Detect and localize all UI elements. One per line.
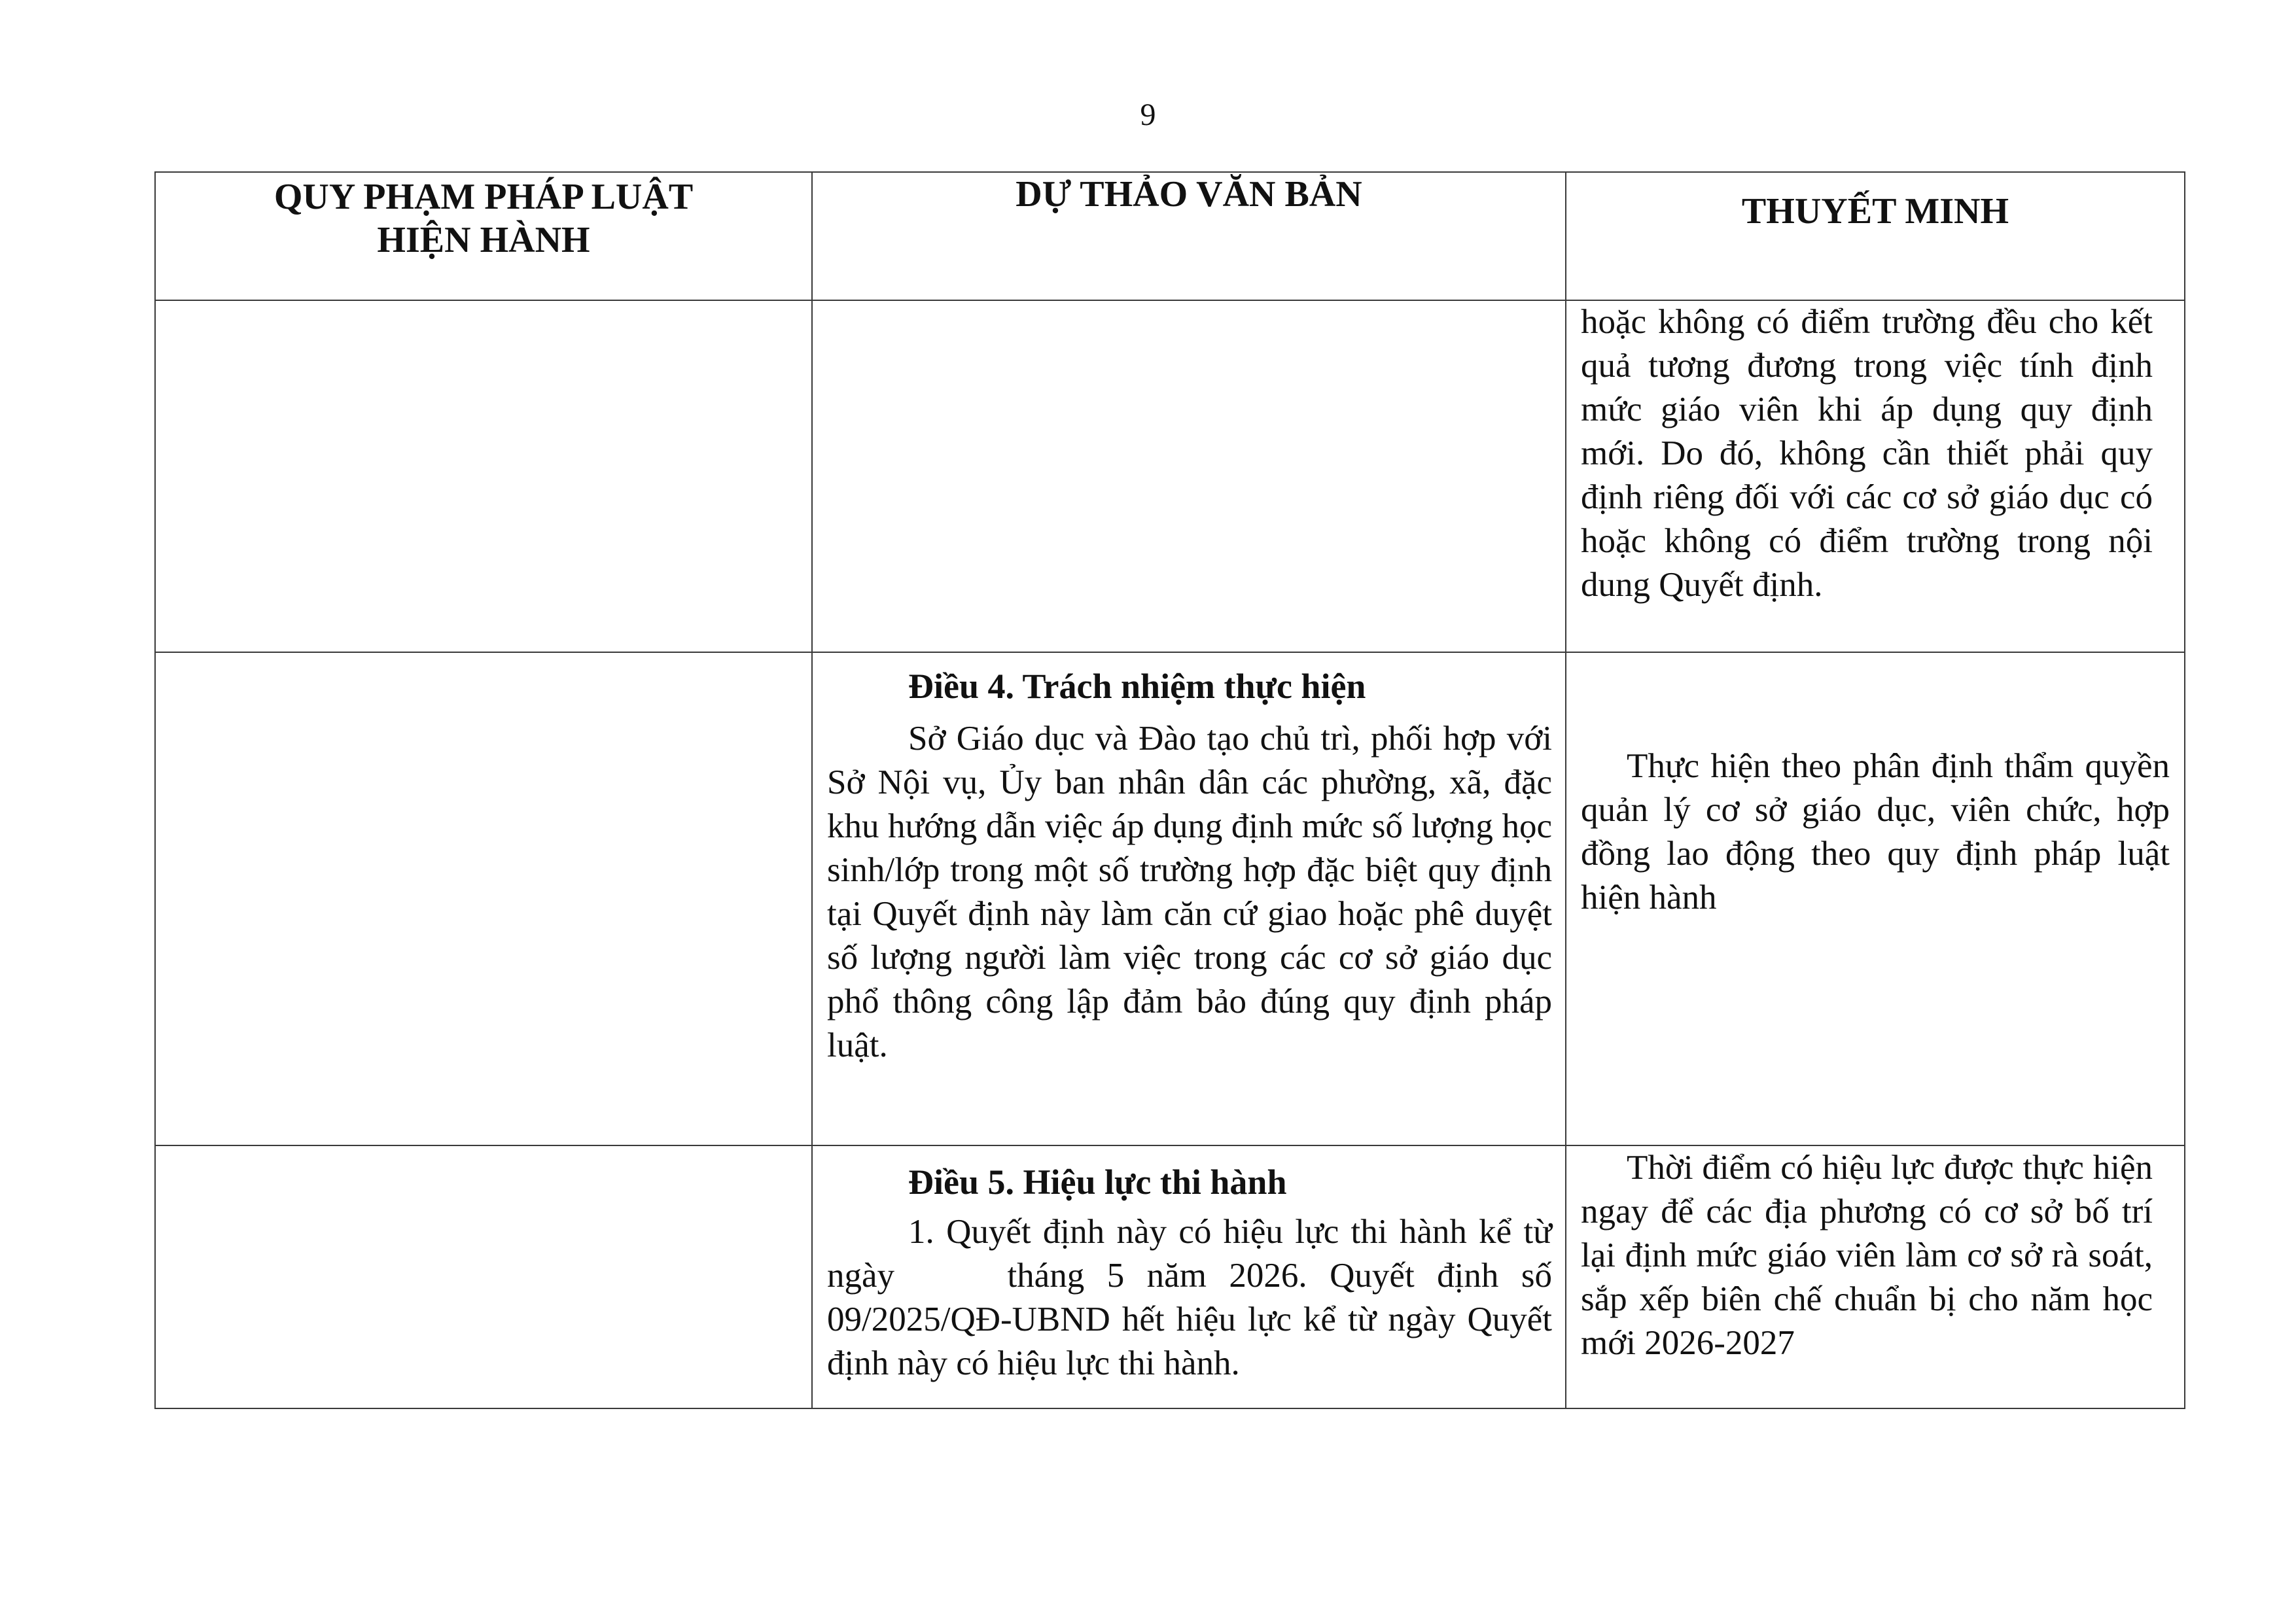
table-row [155,1145,2185,1408]
comparison-table [154,171,2185,1409]
header-explanation: THUYẾT MINH [1566,172,2185,300]
explanation-cell [1566,652,2185,1145]
article-body: 1. Quyết định này có hiệu lực thi hành kể từ ngày tháng 5 năm 2026. Quyết định số 09/2025/QĐ-UBND hết hiệu lực kể từ ngày Quyết định này có hiệu lực thi hành. [827,1213,1561,1382]
table-header-row [155,172,2185,300]
article-title: Điều 5. Hiệu lực thi hành [908,1162,1287,1202]
current-law-cell [155,300,812,652]
current-law-cell [155,652,812,1145]
page-number: 9 [1140,97,1156,132]
explanation-text: hoặc không có điểm trường đều cho kết quả tương đương trong việc tính định mức giáo viên khi áp dụng quy định mới. Do đó, không cần thiết phải quy định riêng đối với các cơ sở giáo dục có hoặc không có điểm trường trong nội dung Quyết định. [1581,303,2153,604]
explanation-text: Thời điểm có hiệu lực được thực hiện ngay để các địa phương có cơ sở bố trí lại định mức giáo viên làm cơ sở rà soát, sắp xếp biên chế chuẩn bị cho năm học mới 2026-2027 [1581,1149,2153,1362]
draft-cell [812,300,1566,652]
table-row [155,300,2185,652]
header-current-law: QUY PHẠM PHÁP LUẬT HIỆN HÀNH [155,172,812,300]
table-row [155,652,2185,1145]
explanation-cell [1566,300,2185,652]
draft-cell [812,652,1566,1145]
header-draft: DỰ THẢO VĂN BẢN [812,172,1566,300]
draft-cell [812,1145,1566,1408]
article-body: Sở Giáo dục và Đào tạo chủ trì, phối hợp với Sở Nội vụ, Ủy ban nhân dân các phường, xã, đặc khu hướng dẫn việc áp dụng định mức số lượng học sinh/lớp trong một số trường hợp đặc biệt quy định tại Quyết định này làm căn cứ giao hoặc phê duyệt số lượng người làm việc trong các cơ sở giáo dục phổ thông công lập đảm bảo đúng quy định pháp luật. [827,720,1552,1064]
article-title: Điều 4. Trách nhiệm thực hiện [908,667,1366,706]
explanation-text: Thực hiện theo phân định thẩm quyền quản lý cơ sở giáo dục, viên chức, hợp đồng lao động theo quy định pháp luật hiện hành [1581,747,2170,916]
current-law-cell [155,1145,812,1408]
explanation-cell [1566,1145,2185,1408]
